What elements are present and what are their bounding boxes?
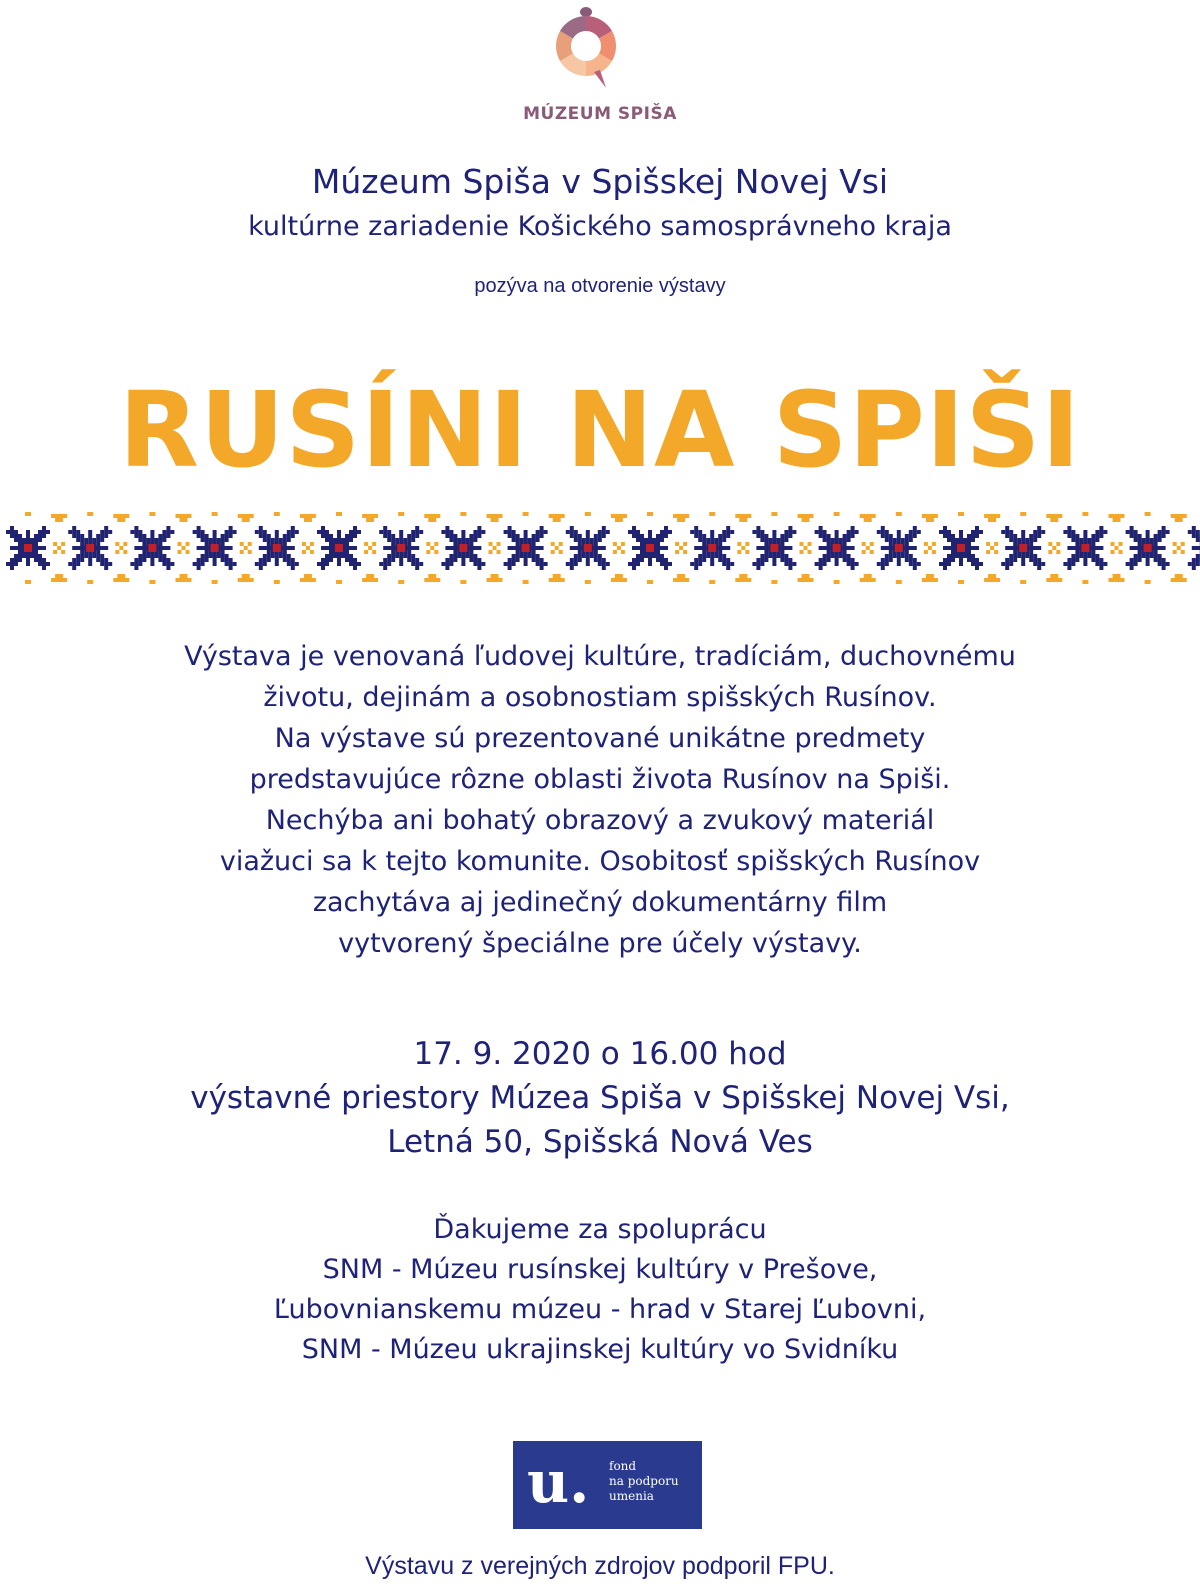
museum-logo-icon (550, 6, 622, 90)
event-place: výstavné priestory Múzea Spiša v Spišskej Novej Vsi, (190, 1080, 1010, 1116)
description-line: viažuci sa k tejto komunite. Osobitosť spišských Rusínov (219, 846, 981, 877)
acknowledgement-line: SNM - Múzeu ukrajinskej kultúry vo Svidníku (301, 1334, 899, 1365)
acknowledgement-line: Ďakujeme za spoluprácu (433, 1214, 767, 1245)
organization-title: Múzeum Spiša v Spišskej Novej Vsi (311, 162, 889, 201)
fpu-logo-line: umenia (609, 1489, 654, 1503)
fpu-logo-mark: u. (527, 1448, 590, 1516)
acknowledgements (0, 1210, 1200, 1370)
fpu-logo (513, 1441, 702, 1529)
description-line: predstavujúce rôzne oblasti života Rusínov na Spiši. (249, 764, 951, 795)
event-datetime: 17. 9. 2020 o 16.00 hod (413, 1036, 787, 1072)
description-line: životu, dejinám a osobnostiam spišských Rusínov. (263, 682, 937, 713)
description-line: Na výstave sú prezentované unikátne predmety (274, 723, 926, 754)
description-line: Výstava je venovaná ľudovej kultúre, tradíciám, duchovnému (184, 641, 1016, 672)
description-line: Nechýba ani bohatý obrazový a zvukový materiál (265, 805, 935, 836)
folk-embroidery-pattern (0, 512, 1200, 584)
fpu-logo-line: fond (609, 1459, 637, 1473)
acknowledgement-line: SNM - Múzeu rusínskej kultúry v Prešove, (322, 1254, 878, 1285)
event-address: Letná 50, Spišská Nová Ves (387, 1124, 813, 1160)
description-line: zachytáva aj jedinečný dokumentárny film (312, 887, 888, 918)
funding-note: Výstavu z verejných zdrojov podporil FPU. (365, 1552, 835, 1580)
fpu-logo-line: na podporu (609, 1474, 679, 1488)
description-line: vytvorený špeciálne pre účely výstavy. (338, 928, 862, 959)
invitation-line: pozýva na otvorenie výstavy (474, 275, 726, 297)
organization-subtitle: kultúrne zariadenie Košického samosprávneho kraja (248, 211, 952, 242)
exhibition-description (0, 636, 1200, 964)
acknowledgement-line: Ľubovnianskemu múzeu - hrad v Starej Ľubovni, (273, 1294, 927, 1325)
fpu-logo-text (609, 1459, 679, 1504)
exhibition-title: RUSÍNI NA SPIŠI (118, 369, 1082, 491)
museum-logo-text: MÚZEUM SPIŠA (523, 104, 677, 124)
